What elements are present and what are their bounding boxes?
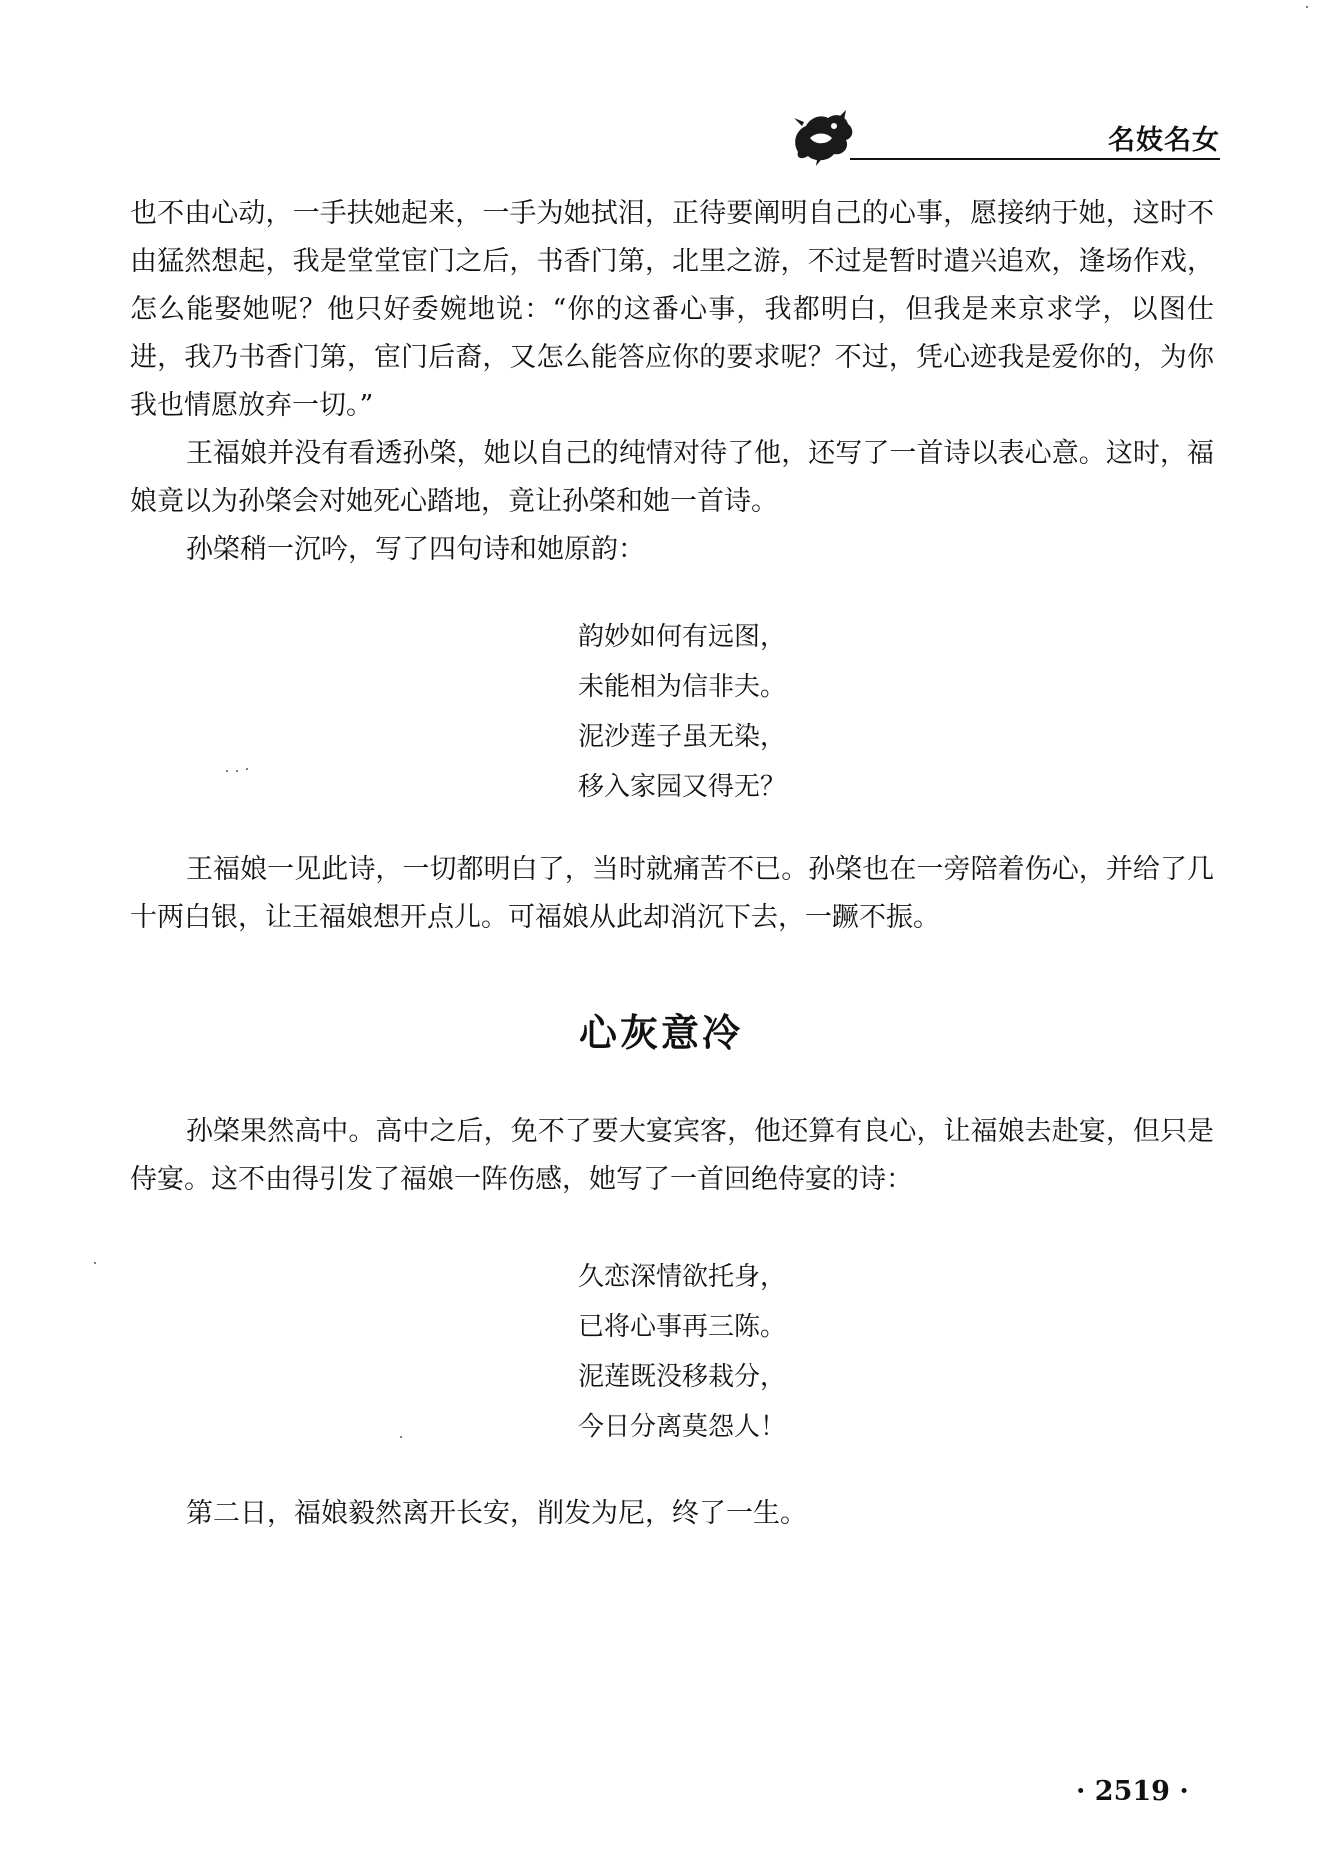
paragraph: 孙棨果然高中。高中之后，免不了要大宴宾客，他还算有良心，让福娘去赴宴，但只是侍宴。这不由得引发了福娘一阵伤感，她写了一首回绝侍宴的诗：	[130, 1116, 1214, 1195]
paragraph: 孙棨稍一沉吟，写了四句诗和她原韵：	[186, 534, 645, 565]
paragraph: 王福娘并没有看透孙棨，她以自己的纯情对待了他，还写了一首诗以表心意。这时，福娘竟以为孙棨会对她死心踏地，竟让孙棨和她一首诗。	[130, 438, 1214, 517]
header-section-name: 名妓名女	[1108, 125, 1220, 156]
paragraph: 王福娘一见此诗，一切都明白了，当时就痛苦不已。孙棨也在一旁陪着伤心，并给了几十两白银，让王福娘想开点儿。可福娘从此却消沉下去，一蹶不振。	[130, 854, 1214, 933]
poem-1	[578, 612, 786, 812]
body-text-section	[130, 1108, 1214, 1204]
body-text-middle	[130, 846, 1214, 942]
paragraph-continued: 也不由心动，一手扶她起来，一手为她拭泪，正待要阐明自己的心事，愿接纳于她，这时不由猛然想起，我是堂堂宦门之后，书香门第，北里之游，不过是暂时遣兴追欢，逢场作戏，怎么能娶她呢？他只好委婉地说：“你的这番心事，我都明白，但我是来京求学，以图仕进，我乃书香门第，宦门后裔，又怎么能答应你的要求呢？不过，凭心迹我是爱你的，为你我也情愿放弃一切。”	[130, 198, 1214, 421]
poem-line: 已将心事再三陈。	[578, 1312, 787, 1342]
scan-speck	[400, 1436, 402, 1438]
section-title: 心灰意冷	[578, 1011, 743, 1055]
poem-line: 泥沙莲子虽无染，	[578, 722, 787, 752]
poem-line: 泥莲既没移栽分，	[578, 1362, 787, 1392]
body-text-final	[130, 1490, 1214, 1538]
scan-speck	[226, 770, 228, 772]
poem-line: 移入家园又得无？	[578, 772, 787, 802]
page-number: · 2519 ·	[1076, 1776, 1189, 1807]
poem-line: 韵妙如何有远图，	[578, 622, 787, 652]
poem-line: 未能相为信非夫。	[578, 672, 787, 702]
scan-speck	[236, 770, 238, 772]
header-rule	[850, 158, 1220, 160]
paragraph: 第二日，福娘毅然离开长安，削发为尼，终了一生。	[186, 1498, 807, 1529]
poem-line: 今日分离莫怨人！	[578, 1412, 787, 1442]
scan-speck	[94, 1262, 96, 1264]
scan-speck	[1306, 6, 1308, 8]
scan-speck	[246, 768, 248, 770]
poem-2	[578, 1252, 786, 1452]
body-text-top	[130, 190, 1214, 574]
running-header	[780, 104, 1220, 170]
poem-line: 久恋深情欲托身，	[578, 1262, 787, 1292]
dragon-emblem-icon	[788, 108, 858, 168]
